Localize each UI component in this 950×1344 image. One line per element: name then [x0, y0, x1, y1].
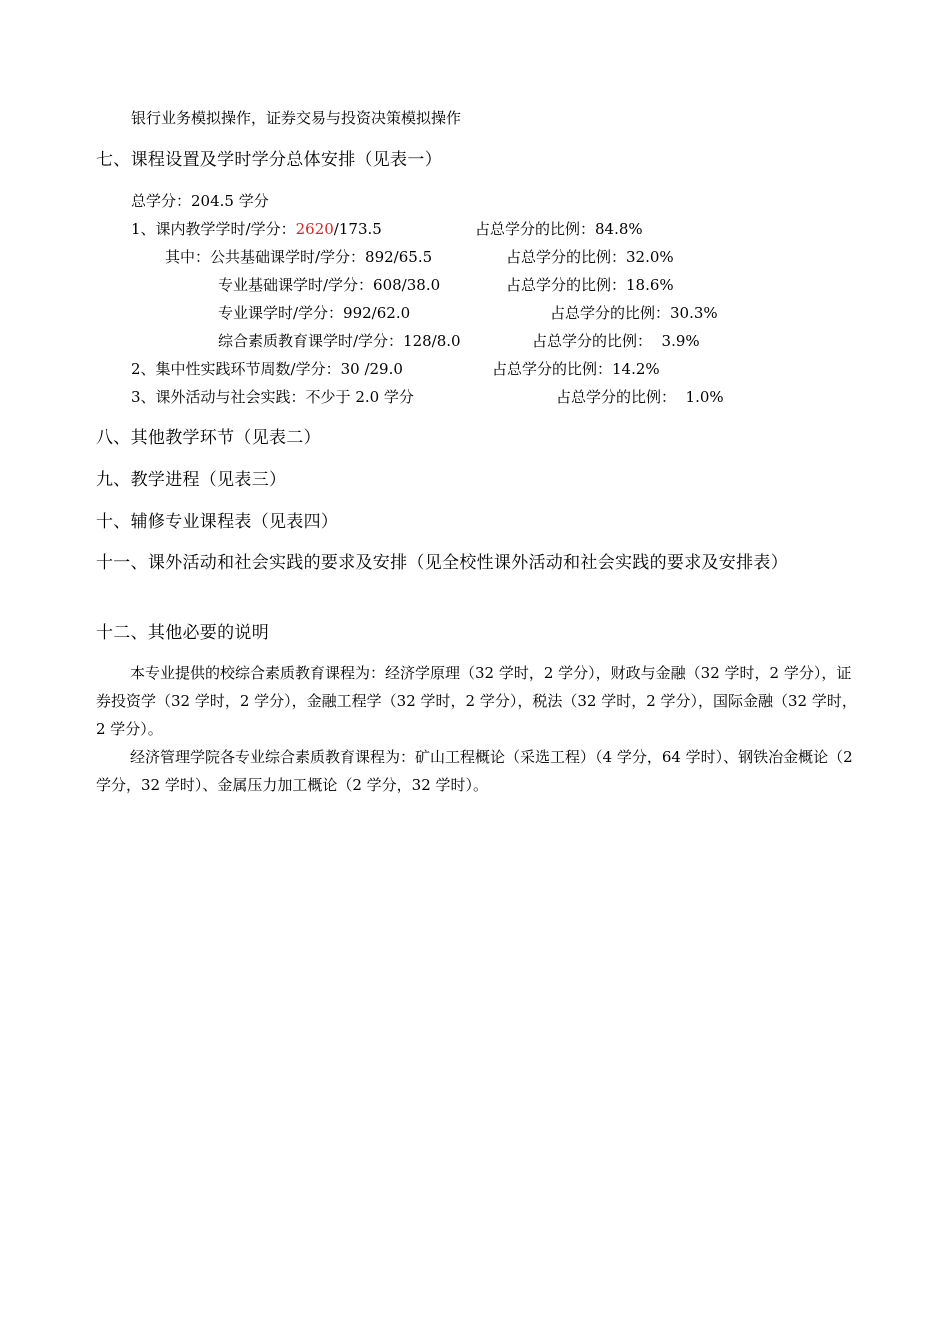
section12-paragraph-1: 本专业提供的校综合素质教育课程为：经济学原理（32 学时，2 学分），财政与金融（32 学时，2 学分），证券投资学（32 学时，2 学分），金融工程学（32 学时，2 学分），税法（32 学时，2 学分），国际金融（32 学时，2 学分）。 — [96, 664, 857, 738]
item1-ratio: 占总学分的比例：84.8% — [475, 220, 643, 238]
item2-label: 2、集中性实践环节周数/学分：30 /29.0 — [131, 360, 403, 378]
item3-ratio: 占总学分的比例： 1.0% — [556, 388, 724, 406]
section12-heading: 十二、其他必要的说明 — [96, 623, 269, 643]
item3-label: 3、课外活动与社会实践：不少于 2.0 学分 — [131, 388, 414, 406]
section7-heading: 七、课程设置及学时学分总体安排（见表一） — [96, 150, 442, 170]
section11-heading: 十一、课外活动和社会实践的要求及安排（见全校性课外活动和社会实践的要求及安排表） — [96, 553, 788, 573]
breakdown-public-label: 其中：公共基础课学时/学分：892/65.5 — [165, 248, 433, 266]
breakdown-public-ratio: 占总学分的比例：32.0% — [506, 248, 674, 266]
item1-prefix: 1、课内教学学时/学分： — [131, 220, 296, 238]
breakdown-major-basic-ratio: 占总学分的比例：18.6% — [506, 276, 674, 294]
breakdown-major-ratio: 占总学分的比例：30.3% — [550, 304, 718, 322]
continued-line: 银行业务模拟操作，证券交易与投资决策模拟操作 — [131, 109, 462, 127]
breakdown-major-basic-label: 专业基础课学时/学分：608/38.0 — [218, 276, 441, 294]
breakdown-quality-ratio: 占总学分的比例： 3.9% — [532, 332, 700, 350]
item2-ratio: 占总学分的比例：14.2% — [492, 360, 660, 378]
item1-label — [131, 219, 382, 239]
item1-credits: /173.5 — [333, 220, 382, 238]
section9-heading: 九、教学进程（见表三） — [96, 470, 287, 490]
item1-hours-highlight: 2620 — [295, 220, 334, 238]
total-credits: 总学分：204.5 学分 — [131, 192, 269, 210]
section12-paragraph-2: 经济管理学院各专业综合素质教育课程为：矿山工程概论（采选工程）（4 学分，64 学时）、钢铁冶金概论（2 学分，32 学时）、金属压力加工概论（2 学分，32 学时）。 — [96, 748, 853, 794]
breakdown-major-label: 专业课学时/学分：992/62.0 — [218, 304, 411, 322]
section8-heading: 八、其他教学环节（见表二） — [96, 428, 321, 448]
breakdown-quality-label: 综合素质教育课学时/学分：128/8.0 — [218, 332, 461, 350]
section10-heading: 十、辅修专业课程表（见表四） — [96, 512, 339, 532]
